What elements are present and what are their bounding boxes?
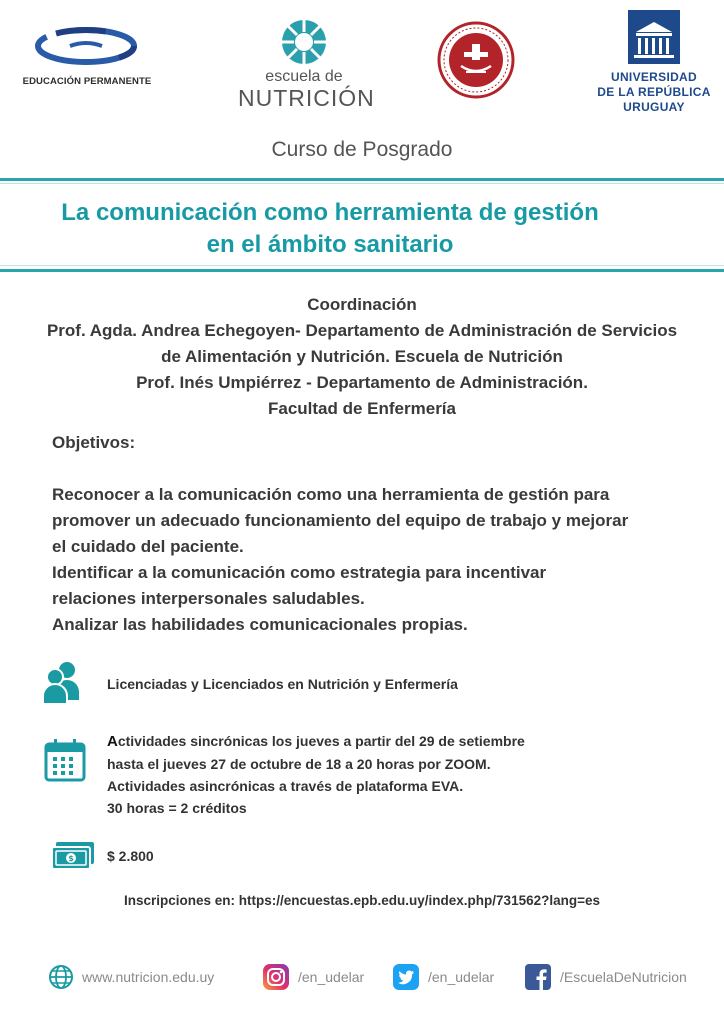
footer-facebook[interactable] xyxy=(524,960,687,994)
footer-instagram[interactable] xyxy=(262,960,364,994)
instagram-icon xyxy=(262,963,290,991)
escuela-nutricion-logo-icon xyxy=(238,18,370,68)
coordination-line: Prof. Agda. Andrea Echegoyen- Departamento de Administración de Servicios xyxy=(46,321,678,340)
audience-text: Licenciadas y Licenciados en Nutrición y Enfermería xyxy=(107,676,458,692)
udelar-label-1: UNIVERSIDAD xyxy=(611,70,697,84)
coordination-heading: Coordinación xyxy=(307,295,417,314)
course-title-line-1: La comunicación como herramienta de gestión xyxy=(61,199,599,226)
schedule-line: Actividades asincrónicas a través de plataforma EVA. xyxy=(107,778,464,794)
educacion-permanente-logo xyxy=(14,18,160,96)
objectives-list xyxy=(52,482,712,638)
schedule-line: hasta el jueves 27 de octubre de 18 a 20 horas por ZOOM. xyxy=(107,756,491,772)
people-icon xyxy=(42,660,82,704)
footer-facebook-label: /EscuelaDeNutricion xyxy=(560,969,687,985)
educacion-permanente-label: EDUCACIÓN PERMANENTE xyxy=(22,76,152,87)
objective-line: Reconocer a la comunicación como una herramienta de gestión para xyxy=(52,485,610,504)
objective-line: Identificar a la comunicación como estrategia para incentivar xyxy=(52,563,547,582)
footer-twitter-label: /en_udelar xyxy=(428,969,495,985)
footer-twitter[interactable] xyxy=(392,960,494,994)
registration-text[interactable]: Inscripciones en: https://encuestas.epb.edu.uy/index.php/731562?lang=es xyxy=(123,893,600,908)
course-type: Curso de Posgrado xyxy=(271,138,453,161)
course-title-line-2: en el ámbito sanitario xyxy=(206,231,454,258)
udelar-label-3: URUGUAY xyxy=(623,100,685,114)
schedule-line: 30 horas = 2 créditos xyxy=(107,800,247,816)
facebook-icon xyxy=(524,963,552,991)
footer-website-label: www.nutricion.edu.uy xyxy=(82,969,215,985)
schedule-first-letter: A xyxy=(107,733,118,750)
twitter-icon xyxy=(392,963,420,991)
escuela-nutricion-label-1: escuela de xyxy=(265,68,343,85)
udelar-building-icon xyxy=(596,8,712,66)
header-rule-top-thin xyxy=(0,183,724,184)
coordination-line: Facultad de Enfermería xyxy=(267,399,456,418)
escuela-nutricion-logo xyxy=(238,18,375,112)
objective-line: Analizar las habilidades comunicacionales propias. xyxy=(52,615,468,634)
udelar-logo xyxy=(596,8,712,118)
money-icon xyxy=(50,840,96,872)
schedule-block xyxy=(107,730,525,819)
facultad-enfermeria-seal xyxy=(434,20,518,100)
coordination-line: de Alimentación y Nutrición. Escuela de Nutrición xyxy=(161,347,563,366)
objectives-heading: Objetivos: xyxy=(52,433,136,452)
course-title xyxy=(0,197,660,261)
coordination-block xyxy=(0,292,724,422)
objective-line: promover un adecuado funcionamiento del equipo de trabajo y mejorar xyxy=(52,511,629,530)
schedule-line-rest: ctividades sincrónicas los jueves a partir del 29 de setiembre xyxy=(117,733,525,749)
globe-icon xyxy=(48,964,74,990)
objective-line: relaciones interpersonales saludables. xyxy=(52,589,365,608)
header-rule-top xyxy=(0,178,724,181)
escuela-nutricion-label-2: NUTRICIÓN xyxy=(238,85,375,111)
footer-website[interactable] xyxy=(48,960,214,994)
header-rule-bottom-thin xyxy=(0,265,724,266)
calendar-icon xyxy=(44,738,86,782)
udelar-label-2: DE LA REPÚBLICA xyxy=(597,85,711,99)
svg-text:$: $ xyxy=(68,854,74,863)
schedule-line xyxy=(107,730,525,753)
objective-line: el cuidado del paciente. xyxy=(52,537,244,556)
footer-instagram-label: /en_udelar xyxy=(298,969,365,985)
coordination-line: Prof. Inés Umpiérrez - Departamento de Administración. xyxy=(136,373,588,392)
header-rule-bottom xyxy=(0,269,724,272)
price-text: $ 2.800 xyxy=(107,848,154,864)
educacion-permanente-logo-icon xyxy=(14,18,160,74)
facultad-enfermeria-seal-icon xyxy=(434,20,518,100)
